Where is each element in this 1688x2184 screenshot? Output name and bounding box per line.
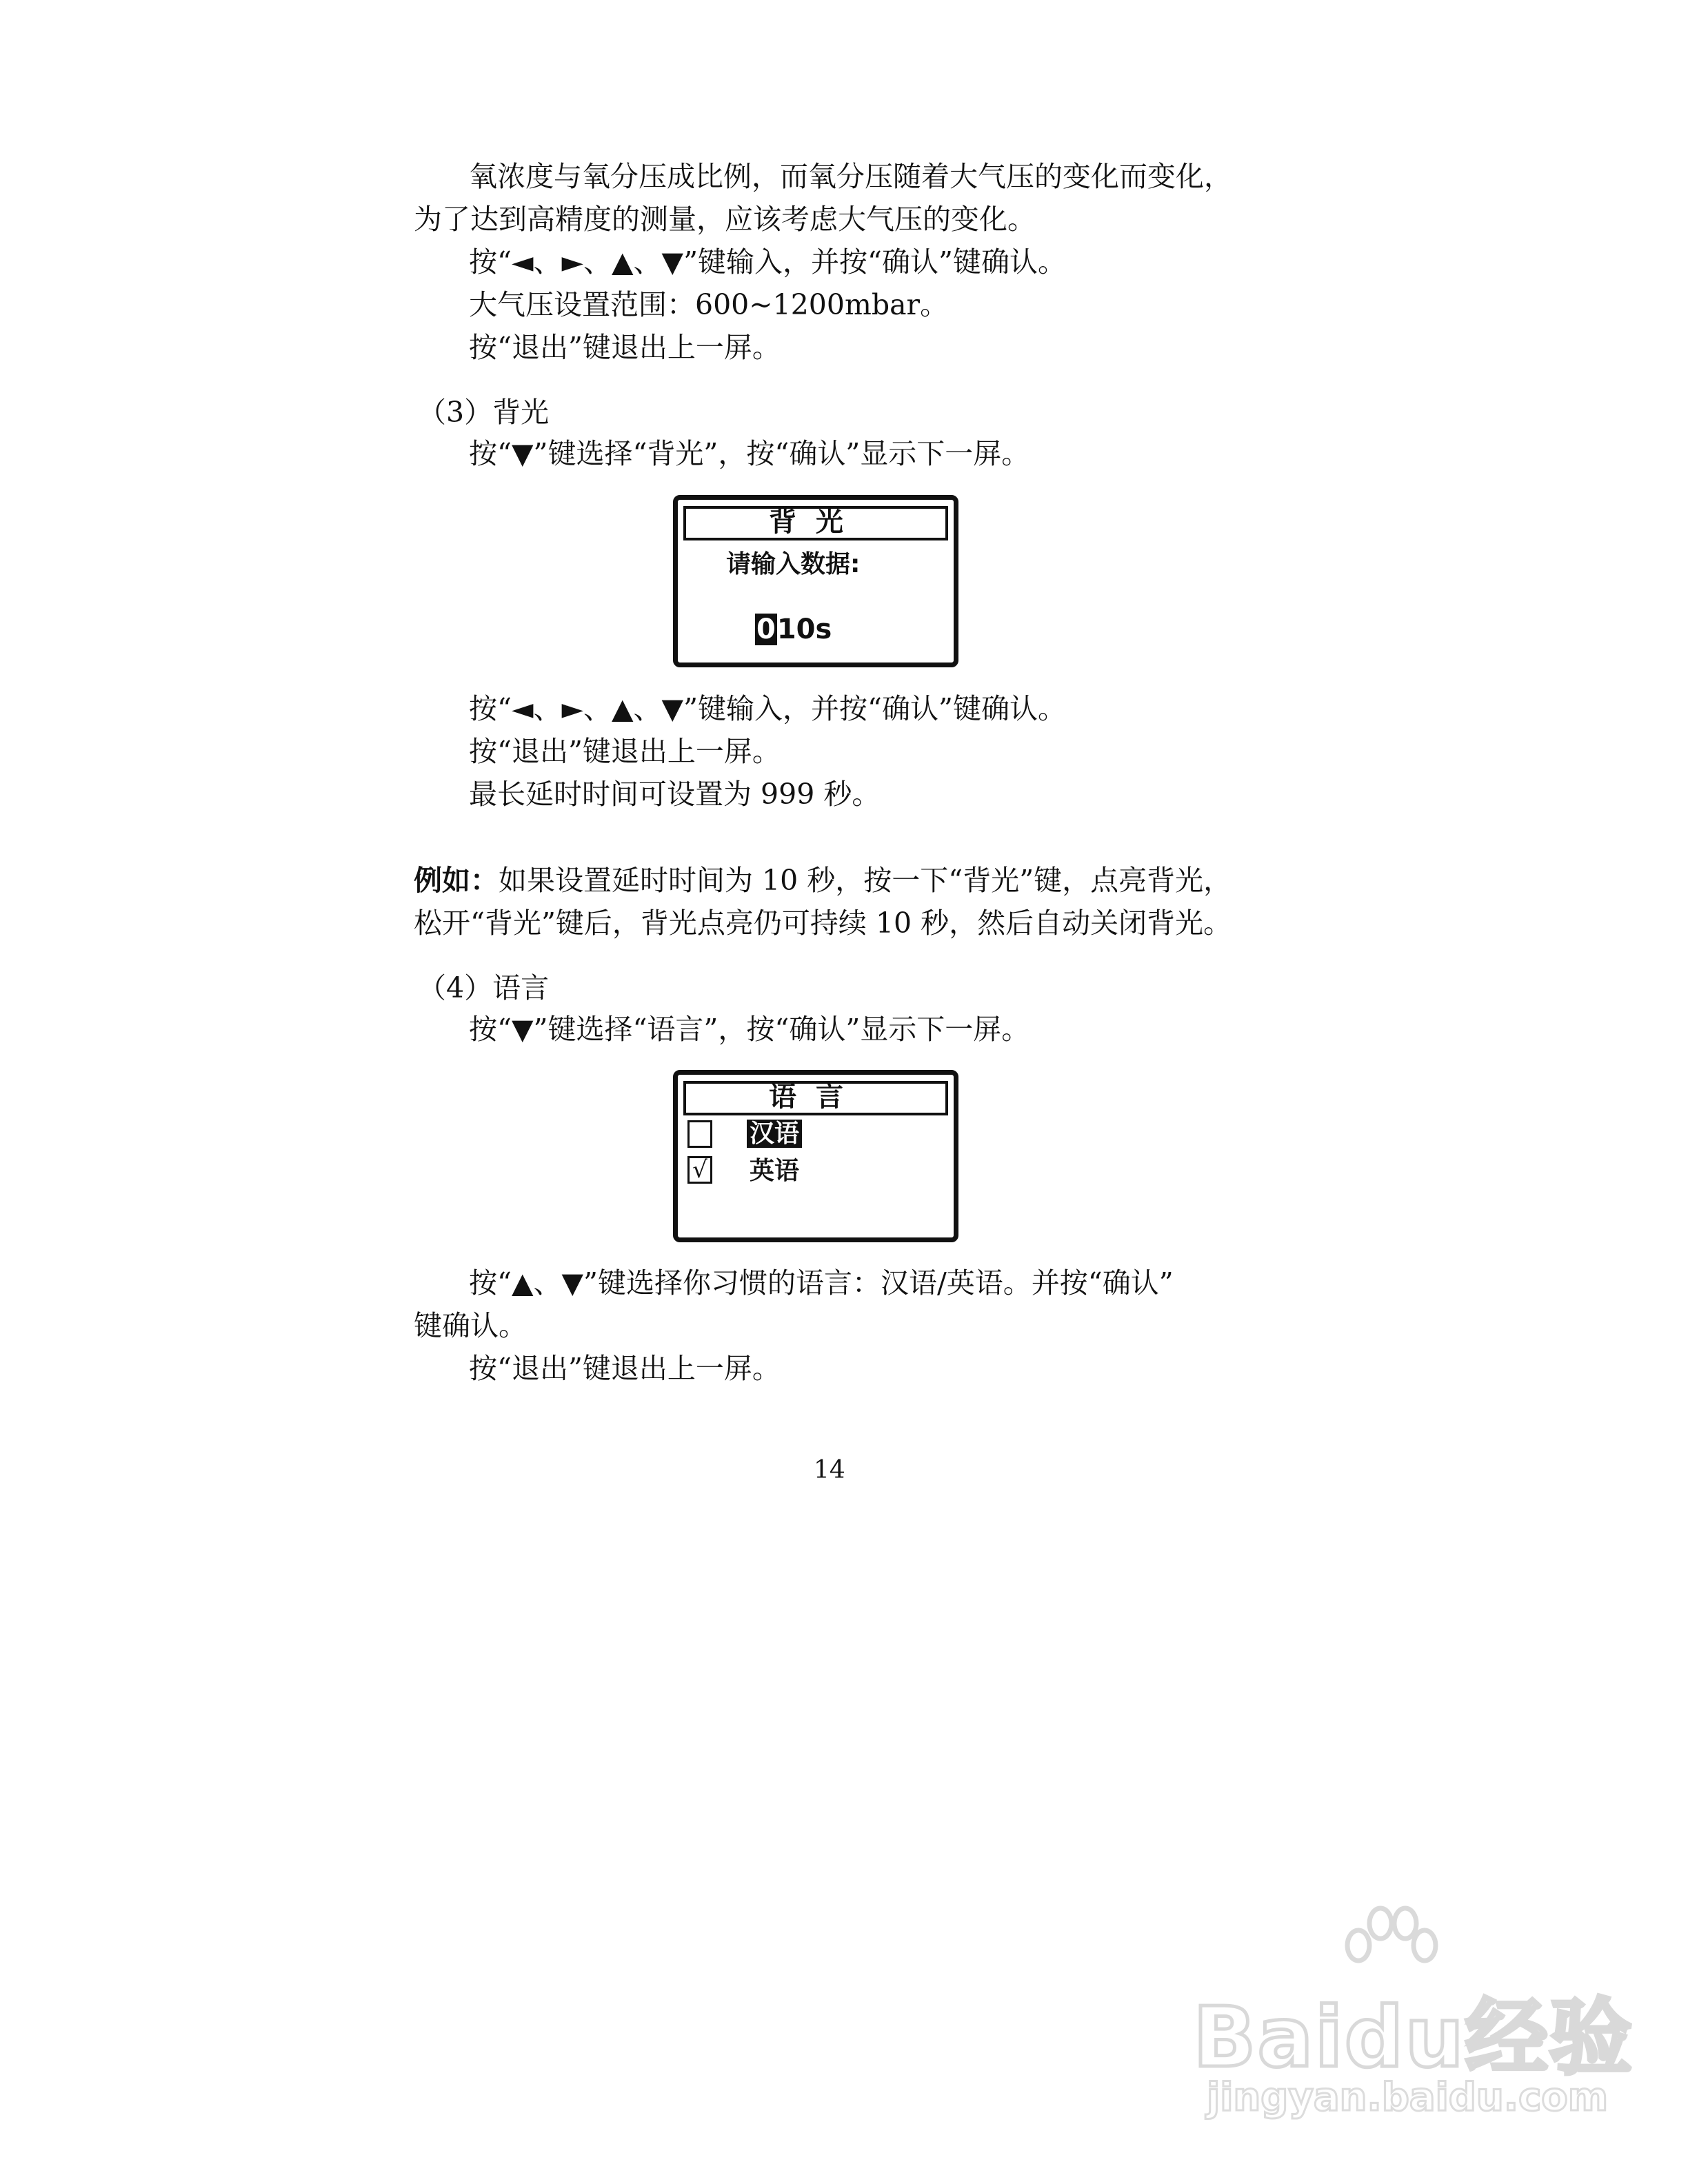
example-label: 例如： (414, 864, 499, 897)
backlight-lcd-value (755, 614, 832, 645)
chinese-checkbox[interactable] (687, 1120, 712, 1148)
section-4-after-1: 按“▲、▼”键选择你习惯的语言：汉语/英语。并按“确认” (469, 1266, 1174, 1300)
section-3-instruction: 按“▼”键选择“背光”，按“确认”显示下一屏。 (469, 437, 1030, 470)
check-icon: √ (692, 1156, 707, 1184)
section-3-heading: （3）背光 (418, 396, 550, 429)
language-option-chinese[interactable]: 汉语 (747, 1119, 802, 1149)
section-4-after-1b: 键确认。 (414, 1309, 527, 1342)
watermark-url: jingyan.baidu.com (1207, 2075, 1609, 2120)
intro-line-4: 大气压设置范围：600~1200mbar。 (469, 288, 949, 321)
language-option-english[interactable]: 英语 (750, 1157, 800, 1185)
backlight-lcd-prompt: 请输入数据: (726, 550, 861, 578)
intro-line-2: 为了达到高精度的测量，应该考虑大气压的变化。 (414, 203, 1036, 236)
page-number: 14 (814, 1456, 845, 1484)
section-3-after-3: 最长延时时间可设置为 999 秒。 (469, 778, 881, 811)
section-3-after-2: 按“退出”键退出上一屏。 (469, 735, 781, 768)
section-4-after-2: 按“退出”键退出上一屏。 (469, 1352, 781, 1385)
english-checkbox[interactable] (687, 1156, 712, 1184)
backlight-lcd-screen (673, 495, 958, 667)
example-line-2: 松开“背光”键后，背光点亮仍可持续 10 秒，然后自动关闭背光。 (414, 907, 1232, 940)
backlight-value-rest: 10s (776, 614, 832, 645)
language-lcd-title: 语言 (683, 1081, 948, 1115)
intro-line-3: 按“◄、►、▲、▼”键输入，并按“确认”键确认。 (469, 245, 1066, 279)
intro-line-5: 按“退出”键退出上一屏。 (469, 331, 781, 364)
baidu-watermark (1193, 1903, 1634, 2137)
section-3-after-1: 按“◄、►、▲、▼”键输入，并按“确认”键确认。 (469, 692, 1066, 725)
intro-line-1: 氧浓度与氧分压成比例，而氧分压随着大气压的变化而变化， (469, 160, 1232, 193)
section-4-instruction: 按“▼”键选择“语言”，按“确认”显示下一屏。 (469, 1013, 1030, 1046)
backlight-value-cursor: 0 (756, 614, 776, 645)
example-text-1: 如果设置延时时间为 10 秒，按一下“背光”键，点亮背光， (499, 864, 1232, 897)
watermark-brand: Baidu经验 (1193, 1990, 1634, 2086)
language-lcd-screen (673, 1070, 958, 1242)
section-4-heading: （4）语言 (418, 971, 550, 1004)
backlight-lcd-title: 背光 (683, 506, 948, 540)
example-line-1 (414, 859, 1232, 902)
